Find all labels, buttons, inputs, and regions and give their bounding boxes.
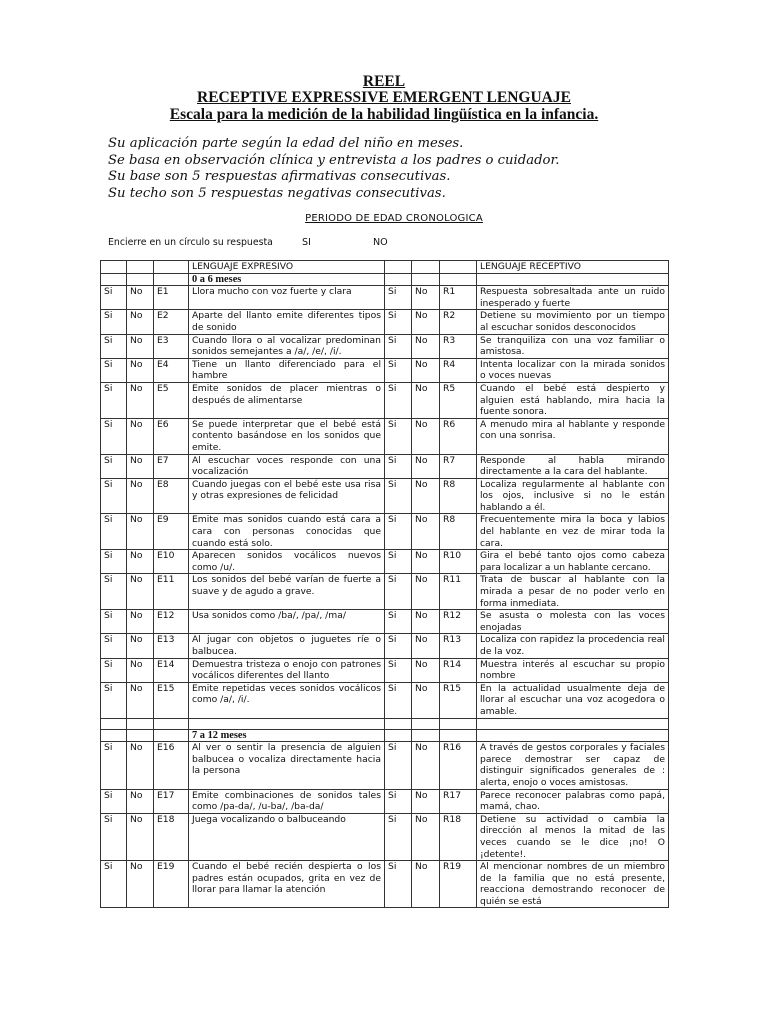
item-code-receptivo: R5 [440,382,477,418]
answer-si-receptivo[interactable]: Si [385,382,412,418]
item-code-receptivo: R10 [440,550,477,574]
empty-cell [154,273,189,286]
item-code-expresivo: E2 [154,310,189,334]
item-code-receptivo: R8 [440,478,477,514]
item-text-expresivo: Al jugar con objetos o juguetes ríe o balbucea. [189,634,385,658]
empty-cell [412,729,440,742]
answer-si-receptivo[interactable]: Si [385,478,412,514]
answer-si-receptivo[interactable]: Si [385,454,412,478]
option-no[interactable]: NO [373,237,388,248]
header-receptivo: LENGUAJE RECEPTIVO [477,261,669,274]
item-text-receptivo: Parece reconocer palabras como papá, mamá, chao. [477,789,669,813]
answer-no-receptivo[interactable]: No [412,358,440,382]
item-code-expresivo: E7 [154,454,189,478]
item-text-receptivo: Muestra interés al escuchar su propio nombre [477,658,669,682]
item-text-receptivo: Cuando el bebé está despierto y alguien está hablando, mira hacia la fuente sonora. [477,382,669,418]
item-code-expresivo: E4 [154,358,189,382]
answer-si-receptivo[interactable]: Si [385,634,412,658]
answer-no-expresivo[interactable]: No [127,418,154,454]
empty-cell [440,273,477,286]
table-row [101,454,669,478]
item-text-receptivo: Responde al habla mirando directamente a la cara del hablante. [477,454,669,478]
header-expresivo: LENGUAJE EXPRESIVO [189,261,385,274]
item-text-expresivo: Cuando llora o al vocalizar predominan sonidos semejantes a /a/, /e/, /i/. [189,334,385,358]
table-row [101,310,669,334]
item-code-expresivo: E14 [154,658,189,682]
answer-no-expresivo[interactable]: No [127,634,154,658]
table-row [101,358,669,382]
answer-si-expresivo[interactable]: Si [101,286,127,310]
answer-si-receptivo[interactable]: Si [385,861,412,908]
document-subtitle: RECEPTIVE EXPRESSIVE EMERGENT LENGUAJE [197,89,571,106]
answer-si-expresivo[interactable]: Si [101,550,127,574]
item-text-expresivo: Emite sonidos de placer mientras o después de alimentarse [189,382,385,418]
answer-si-expresivo[interactable]: Si [101,358,127,382]
item-code-expresivo: E16 [154,742,189,789]
item-text-receptivo: A menudo mira al hablante y responde con una sonrisa. [477,418,669,454]
answer-no-expresivo[interactable]: No [127,861,154,908]
item-code-expresivo: E11 [154,574,189,610]
answer-si-expresivo[interactable]: Si [101,310,127,334]
empty-cell [127,729,154,742]
answer-si-receptivo[interactable]: Si [385,310,412,334]
document-subtitle-2: Escala para la medición de la habilidad lingüística en la infancia. [169,106,599,123]
table-row [101,658,669,682]
empty-cell [477,718,669,729]
table-row [101,382,669,418]
answer-no-receptivo[interactable]: No [412,610,440,634]
item-code-receptivo: R13 [440,634,477,658]
table-row [101,789,669,813]
item-code-expresivo: E13 [154,634,189,658]
answer-si-expresivo[interactable]: Si [101,634,127,658]
answer-no-receptivo[interactable]: No [412,478,440,514]
item-text-receptivo: Frecuentemente mira la boca y labios del hablante en vez de mirar toda la cara. [477,514,669,550]
item-code-expresivo: E9 [154,514,189,550]
answer-no-receptivo[interactable]: No [412,286,440,310]
item-text-expresivo: Emite repetidas veces sonidos vocálicos como /a/, /i/. [189,682,385,718]
answer-no-receptivo[interactable]: No [412,382,440,418]
item-text-receptivo: Se tranquiliza con una voz familiar o amistosa. [477,334,669,358]
answer-no-expresivo[interactable]: No [127,658,154,682]
empty-cell [385,729,412,742]
intro-line: Se basa en observación clínica y entrevista a los padres o cuidador. [108,152,560,168]
empty-cell [477,273,669,286]
item-text-receptivo: Se asusta o molesta con las voces enojadas [477,610,669,634]
empty-cell [101,273,127,286]
item-code-expresivo: E17 [154,789,189,813]
answer-no-receptivo[interactable]: No [412,514,440,550]
table-row [101,610,669,634]
intro-block [108,136,560,202]
answer-no-expresivo[interactable]: No [127,742,154,789]
answer-no-receptivo[interactable]: No [412,634,440,658]
answer-no-expresivo[interactable]: No [127,478,154,514]
answer-no-receptivo[interactable]: No [412,789,440,813]
item-code-expresivo: E8 [154,478,189,514]
item-code-expresivo: E15 [154,682,189,718]
answer-no-expresivo[interactable]: No [127,454,154,478]
answer-si-receptivo[interactable]: Si [385,418,412,454]
answer-no-expresivo[interactable]: No [127,334,154,358]
answer-si-receptivo[interactable]: Si [385,514,412,550]
section-label: 7 a 12 meses [189,729,385,742]
table-row [101,550,669,574]
answer-no-receptivo[interactable]: No [412,658,440,682]
answer-si-receptivo[interactable]: Si [385,574,412,610]
item-code-receptivo: R17 [440,789,477,813]
empty-cell [440,718,477,729]
answer-no-expresivo[interactable]: No [127,358,154,382]
item-text-expresivo: Emite combinaciones de sonidos tales como /pa-da/, /u-ba/, /ba-da/ [189,789,385,813]
item-code-receptivo: R1 [440,286,477,310]
item-text-expresivo: Llora mucho con voz fuerte y clara [189,286,385,310]
empty-cell [385,718,412,729]
answer-no-receptivo[interactable]: No [412,813,440,860]
item-code-expresivo: E10 [154,550,189,574]
answer-si-expresivo[interactable]: Si [101,682,127,718]
answer-si-receptivo[interactable]: Si [385,682,412,718]
empty-cell [127,273,154,286]
intro-line: Su base son 5 respuestas afirmativas consecutivas. [108,169,451,185]
table-row [101,813,669,860]
item-text-expresivo: Tiene un llanto diferenciado para el hambre [189,358,385,382]
empty-cell [154,729,189,742]
answer-si-expresivo[interactable]: Si [101,658,127,682]
item-text-expresivo: Los sonidos del bebé varían de fuerte a suave y de agudo a grave. [189,574,385,610]
option-si[interactable]: SI [302,237,311,248]
answer-no-expresivo[interactable]: No [127,813,154,860]
item-code-receptivo: R12 [440,610,477,634]
item-text-receptivo: Trata de buscar al hablante con la mirada a pesar de no poder verlo en forma inmediata. [477,574,669,610]
item-code-receptivo: R14 [440,658,477,682]
table-row [101,514,669,550]
answer-si-expresivo[interactable]: Si [101,861,127,908]
table-spacer-row [101,718,669,729]
item-text-expresivo: Al escuchar voces responde con una vocalización [189,454,385,478]
answer-si-expresivo[interactable]: Si [101,334,127,358]
answer-si-expresivo[interactable]: Si [101,478,127,514]
table-row [101,478,669,514]
item-text-receptivo: En la actualidad usualmente deja de llorar al escuchar una voz acogedora o amable. [477,682,669,718]
empty-cell [101,718,127,729]
item-text-receptivo: Detiene su movimiento por un tiempo al escuchar sonidos desconocidos [477,310,669,334]
periodo-title: PERIODO DE EDAD CRONOLOGICA [305,213,483,224]
answer-si-receptivo[interactable]: Si [385,813,412,860]
answer-no-receptivo[interactable]: No [412,550,440,574]
table-row [101,682,669,718]
item-code-receptivo: R19 [440,861,477,908]
table-row [101,334,669,358]
item-code-receptivo: R7 [440,454,477,478]
item-code-receptivo: R15 [440,682,477,718]
item-code-receptivo: R6 [440,418,477,454]
item-text-expresivo: Al ver o sentir la presencia de alguien balbucea o vocaliza directamente hacia la persona [189,742,385,789]
answer-no-receptivo[interactable]: No [412,418,440,454]
item-code-expresivo: E19 [154,861,189,908]
item-code-receptivo: R8 [440,514,477,550]
answer-no-receptivo[interactable]: No [412,742,440,789]
item-text-receptivo: A través de gestos corporales y faciales parece demostrar ser capaz de distinguir significados generales de : alerta, enojo o voces amistosas. [477,742,669,789]
empty-cell [412,273,440,286]
answer-si-receptivo[interactable]: Si [385,789,412,813]
table-row [101,634,669,658]
item-code-receptivo: R16 [440,742,477,789]
item-code-receptivo: R3 [440,334,477,358]
item-text-expresivo: Demuestra tristeza o enojo con patrones vocálicos diferentes del llanto [189,658,385,682]
item-text-receptivo: Al mencionar nombres de un miembro de la familia que no está presente, reacciona demostrando reconocer de quién se está [477,861,669,908]
item-code-receptivo: R11 [440,574,477,610]
answer-no-expresivo[interactable]: No [127,286,154,310]
answer-no-expresivo[interactable]: No [127,310,154,334]
item-code-expresivo: E3 [154,334,189,358]
item-code-expresivo: E12 [154,610,189,634]
answer-si-expresivo[interactable]: Si [101,418,127,454]
document-title: REEL [362,73,406,90]
answer-no-expresivo[interactable]: No [127,514,154,550]
answer-si-receptivo[interactable]: Si [385,610,412,634]
reel-table [100,260,669,908]
instruction-text: Encierre en un círculo su respuesta [108,237,273,248]
section-row [101,273,669,286]
answer-si-receptivo[interactable]: Si [385,334,412,358]
item-text-receptivo: Gira el bebé tanto ojos como cabeza para localizar a un hablante cercano. [477,550,669,574]
item-code-receptivo: R18 [440,813,477,860]
empty-cell [189,718,385,729]
answer-no-receptivo[interactable]: No [412,454,440,478]
item-text-expresivo: Usa sonidos como /ba/, /pa/, /ma/ [189,610,385,634]
item-text-receptivo: Detiene su actividad o cambia la dirección al menos la mitad de las veces cuando se le dice ¡no! O ¡detente!. [477,813,669,860]
table-row [101,418,669,454]
empty-cell [440,729,477,742]
item-text-expresivo: Emite mas sonidos cuando está cara a cara con personas conocidas que cuando está solo. [189,514,385,550]
empty-cell [101,729,127,742]
answer-si-expresivo[interactable]: Si [101,789,127,813]
answer-si-receptivo[interactable]: Si [385,658,412,682]
item-text-receptivo: Localiza con rapidez la procedencia real de la voz. [477,634,669,658]
item-code-receptivo: R4 [440,358,477,382]
answer-si-expresivo[interactable]: Si [101,514,127,550]
table-row [101,574,669,610]
answer-si-receptivo[interactable]: Si [385,550,412,574]
answer-no-receptivo[interactable]: No [412,334,440,358]
item-text-expresivo: Aparte del llanto emite diferentes tipos de sonido [189,310,385,334]
empty-cell [385,273,412,286]
answer-si-receptivo[interactable]: Si [385,358,412,382]
item-code-expresivo: E1 [154,286,189,310]
answer-si-expresivo[interactable]: Si [101,813,127,860]
item-text-receptivo: Intenta localizar con la mirada sonidos o voces nuevas [477,358,669,382]
item-text-expresivo: Aparecen sonidos vocálicos nuevos como /u/. [189,550,385,574]
answer-no-receptivo[interactable]: No [412,682,440,718]
table-row [101,861,669,908]
answer-no-receptivo[interactable]: No [412,574,440,610]
item-text-receptivo: Localiza regularmente al hablante con los ojos, inclusive si no le están hablando a él. [477,478,669,514]
answer-no-expresivo[interactable]: No [127,789,154,813]
table-row [101,286,669,310]
answer-si-expresivo[interactable]: Si [101,382,127,418]
empty-cell [154,718,189,729]
section-row [101,729,669,742]
answer-si-expresivo[interactable]: Si [101,574,127,610]
answer-no-expresivo[interactable]: No [127,610,154,634]
answer-no-expresivo[interactable]: No [127,550,154,574]
answer-si-expresivo[interactable]: Si [101,610,127,634]
answer-si-receptivo[interactable]: Si [385,286,412,310]
answer-si-expresivo[interactable]: Si [101,742,127,789]
answer-si-expresivo[interactable]: Si [101,454,127,478]
table-row [101,742,669,789]
answer-no-receptivo[interactable]: No [412,310,440,334]
item-text-receptivo: Respuesta sobresaltada ante un ruido inesperado y fuerte [477,286,669,310]
answer-si-receptivo[interactable]: Si [385,742,412,789]
item-text-expresivo: Cuando el bebé recién despierta o los padres están ocupados, grita en vez de llorar para llamar la atención [189,861,385,908]
item-code-expresivo: E5 [154,382,189,418]
answer-no-expresivo[interactable]: No [127,574,154,610]
empty-cell [412,718,440,729]
answer-no-expresivo[interactable]: No [127,682,154,718]
answer-no-receptivo[interactable]: No [412,861,440,908]
item-code-receptivo: R2 [440,310,477,334]
empty-cell [127,718,154,729]
intro-line: Su techo son 5 respuestas negativas consecutivas. [108,185,446,201]
item-code-expresivo: E6 [154,418,189,454]
item-text-expresivo: Se puede interpretar que el bebé está contento basándose en los sonidos que emite. [189,418,385,454]
empty-cell [477,729,669,742]
item-text-expresivo: Cuando juegas con el bebé este usa risa y otras expresiones de felicidad [189,478,385,514]
table-header-row [101,261,669,274]
item-code-expresivo: E18 [154,813,189,860]
intro-line: Su aplicación parte según la edad del niño en meses. [108,136,464,151]
answer-no-expresivo[interactable]: No [127,382,154,418]
section-label: 0 a 6 meses [189,273,385,286]
item-text-expresivo: Juega vocalizando o balbuceando [189,813,385,860]
